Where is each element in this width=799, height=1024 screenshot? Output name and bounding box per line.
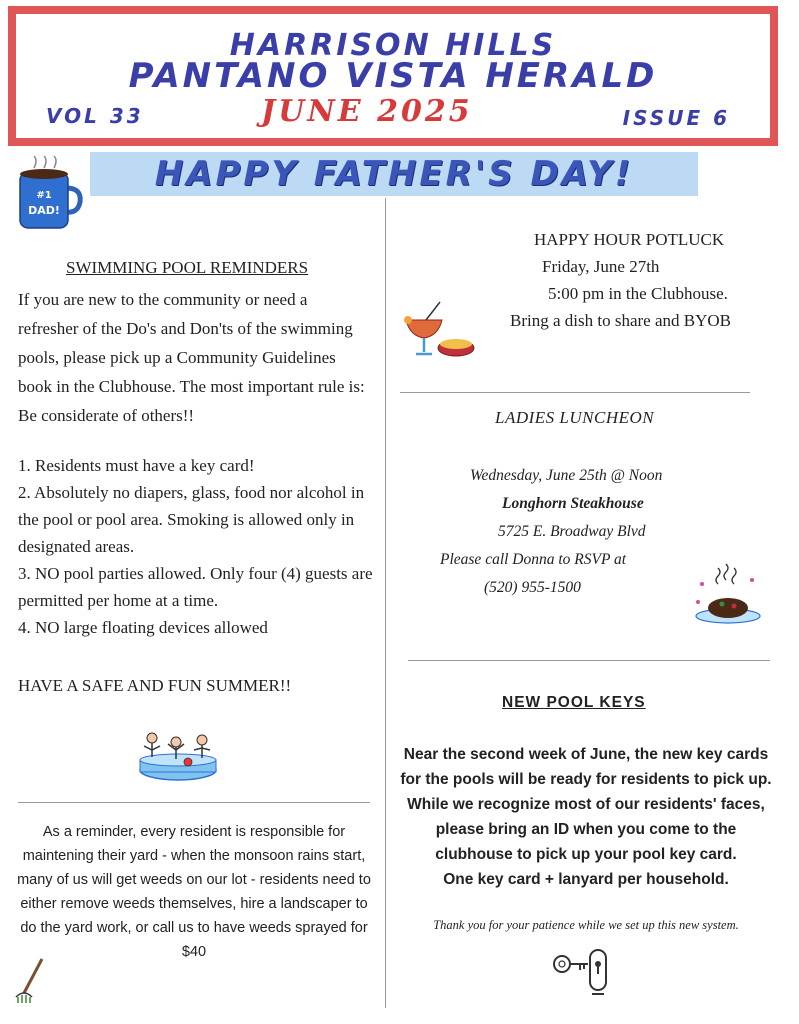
luncheon-when: Wednesday, June 25th @ Noon [470,467,663,484]
new-pool-keys-body [400,742,772,892]
potluck-note: Bring a dish to share and BYOB [510,311,731,330]
masthead-title-line1: HARRISON HILLS [229,28,557,63]
masthead-title-line2: PANTANO VISTA HERALD [128,56,658,96]
safe-summer-text: HAVE A SAFE AND FUN SUMMER!! [18,676,292,695]
potluck-block [510,226,790,334]
section-divider [400,392,750,393]
pool-rule: 3. NO pool parties allowed. Only four (4) guests are permitted per home at a time. [18,564,373,610]
pool-reminders-intro: If you are new to the community or need a refresher of the Do's and Don'ts of the swimming pools, please pick up a Community Guidelines book in the Clubhouse. The most important rule is: Be considerate of others!! [18,290,365,425]
volume-number: VOL 33 [46,104,144,128]
key-and-lock-icon [548,944,618,1005]
luncheon-place: Longhorn Steakhouse [502,495,644,512]
masthead [8,6,778,146]
fathers-day-banner: HAPPY FATHER'S DAY! [90,152,698,196]
section-divider [408,660,770,661]
coffee-mug-icon [14,154,84,239]
kiddie-pool-icon [130,726,226,791]
potluck-time: 5:00 pm in the Clubhouse. [548,284,728,303]
luncheon-rsvp: Please call Donna to RSVP at [440,551,627,568]
thank-you-note: Thank you for your patience while we set up this new system. [433,918,739,932]
yard-reminder-text: As a reminder, every resident is responsible for maintening their yard - when the monsoon rains start, many of us will get weeds on our lot - residents need to either remove weeds themselves, hire a landscaper to do the yard work, or call us to have weeds sprayed for $40 [17,824,371,960]
luncheon-address: 5725 E. Broadway Blvd [498,523,646,540]
mug-text-line2: DAD! [28,204,60,217]
issue-date: JUNE 2025 [261,94,473,129]
luncheon-title: LADIES LUNCHEON [495,408,655,427]
cocktail-icon [402,298,476,369]
pool-rule: 4. NO large floating devices allowed [18,618,268,637]
pool-rules-list [18,452,380,641]
issue-number: ISSUE 6 [622,106,730,130]
luncheon-phone: (520) 955-1500 [484,579,581,596]
steaming-dinner-plate-icon [692,562,764,633]
pool-rule: 1. Residents must have a key card! [18,456,255,475]
potluck-title: HAPPY HOUR POTLUCK [534,230,725,249]
new-pool-keys-text: Near the second week of June, the new key cards for the pools will be ready for residents to pick up. While we recognize most of our residents' faces, please bring an ID when you come to the clubhouse to pick up your pool key card. [400,746,772,863]
pool-rule: 2. Absolutely no diapers, glass, food nor alcohol in the pool or pool area. Smoking is allowed only in designated areas. [18,483,365,556]
rake-icon [12,955,48,1010]
column-divider [385,198,386,1008]
masthead-inner [16,14,770,138]
key-card-limit: One key card + lanyard per household. [443,871,729,888]
new-pool-keys-heading: NEW POOL KEYS [502,694,646,711]
potluck-date: Friday, June 27th [542,257,660,276]
mug-text-line1: #1 [36,190,52,201]
pool-reminders-heading: SWIMMING POOL REMINDERS [66,258,309,277]
section-divider [18,802,370,803]
